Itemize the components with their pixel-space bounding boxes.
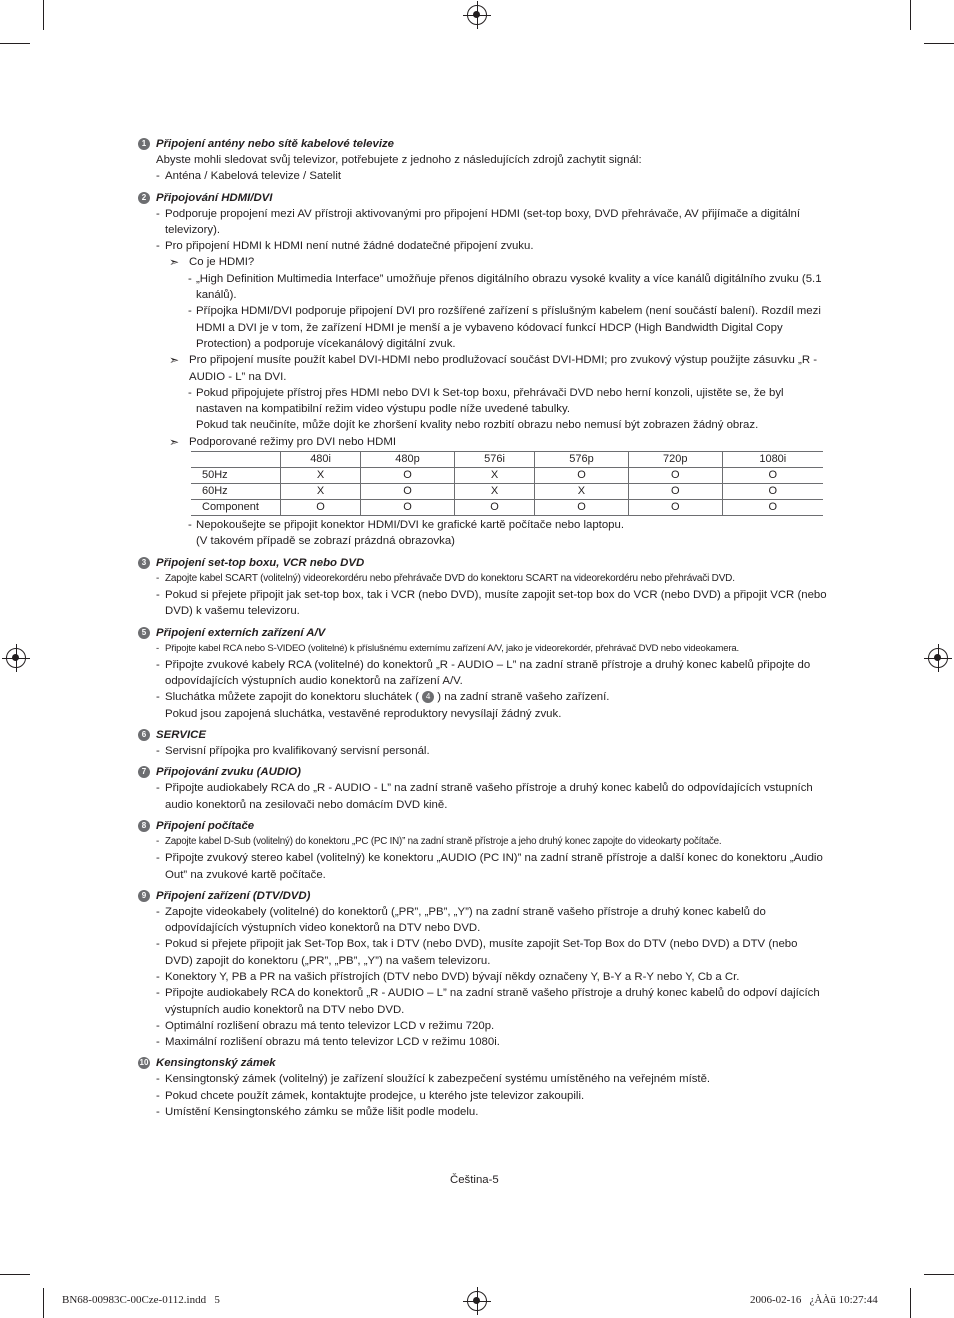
- list-item: - Umístění Kensingtonského zámku se může lišit podle modelu.: [156, 1106, 479, 1119]
- section-title: Připojení počítače: [156, 819, 255, 832]
- list-item: - Servisní přípojka pro kvalifikovaný servisní personál.: [156, 745, 430, 758]
- list-item: - Připojte kabel RCA nebo S-VIDEO (volitelné) k příslušnému externímu zařízení A/V, jako je videorekordér, přehrávač DVD nebo videokamera.: [156, 642, 739, 654]
- section-title: Připojení externích zařízení A/V: [156, 626, 326, 639]
- crop-mark: [0, 1274, 30, 1275]
- crop-mark: [924, 43, 954, 44]
- section-title: Připojení antény nebo sítě kabelové televize: [156, 138, 395, 150]
- section-pc: [138, 818, 828, 883]
- section-service: [138, 727, 828, 759]
- list-item: - Sluchátka můžete zapojit do konektoru sluchátek ( 4 ) na zadní straně vašeho zařízení. Pokud jsou zapojená sluchátka, vestavěné reproduktory nevysílají žádný zvuk.: [156, 691, 610, 720]
- section-number-badge: 9: [138, 890, 150, 902]
- section-title: SERVICE: [156, 729, 207, 742]
- list-item: - Podporuje propojení mezi AV přístroji aktivovanými pro připojení HDMI (set-top boxy, DVD přehrávače, AV přijímače a digitální televizory).: [156, 207, 800, 236]
- section-number-badge: 8: [138, 820, 150, 832]
- sub-item: - Pokud připojujete přístroj přes HDMI nebo DVI k Set-top boxu, přehrávači DVD nebo herní konzoli, ujistěte se, že byl nastaven na kompatibilní režim video výstupu podle níže uvedené tabulky.: [188, 386, 784, 416]
- sub-item: - Nepokoušejte se připojit konektor HDMI/DVI ke grafické kartě počítače nebo laptopu.: [188, 519, 625, 532]
- section-number-badge: 3: [138, 557, 150, 569]
- sub-item-continued: (V takovém případě se zobrazí prázdná obrazovka): [196, 535, 455, 548]
- registration-mark-icon: [467, 1291, 487, 1311]
- section-title: Připojení zařízení (DTV/DVD): [156, 889, 311, 902]
- crop-mark: [924, 1274, 954, 1275]
- manual-content: [138, 136, 828, 1120]
- list-item: - Zapojte videokabely (volitelné) do konektorů („PR”, „PB”, „Y”) na zadní straně vašeho přístroje a druhý konec kabelů do odpovídajících výstupních video konektorů na DTV nebo DVD.: [156, 905, 766, 935]
- sub-item: - „High Definition Multimedia Interface” umožňuje přenos digitálního obrazu vysoké kvality a více kanálů digitálního zvuku (5.1 kanálů).: [188, 272, 822, 302]
- sub-item-continued: Pokud tak neučiníte, může dojít ke zhoršení kvality nebo rozbití obrazu nebo nemusí být zobrazen žádný obraz.: [196, 419, 759, 432]
- section-number-badge: 1: [138, 138, 150, 150]
- registration-mark-icon: [6, 648, 26, 668]
- crop-mark: [0, 43, 30, 44]
- section-external-av: [138, 625, 828, 722]
- section-title: Připojení set-top boxu, VCR nebo DVD: [156, 556, 365, 569]
- section-number-badge: 2: [138, 192, 150, 204]
- registration-mark-icon: [928, 648, 948, 668]
- section-number-badge: 7: [138, 766, 150, 778]
- footer-timestamp: 2006-02-16 ¿ÀÀü 10:27:44: [750, 1294, 878, 1306]
- crop-mark: [43, 0, 44, 30]
- section-intro: Abyste mohli sledovat svůj televizor, potřebujete z jednoho z následujících zdrojů zachytit signál:: [156, 154, 642, 166]
- list-item: - Pokud si přejete připojit jak Set-Top Box, tak i DTV (nebo DVD), musíte zapojit Set-Top Box do DTV (nebo DVD) a DTV (nebo DVD) zapojit do konektoru („PR”, „PB”, „Y”) na vašem televizoru.: [156, 938, 798, 967]
- list-item: - Pokud chcete použít zámek, kontaktujte prodejce, u kterého jste televizor zakoupili.: [156, 1089, 585, 1102]
- headphone-jack-number-icon: 4: [422, 691, 434, 703]
- table-row: Component O O O O O O: [191, 500, 823, 516]
- list-item: - Připojte zvukové kabely RCA (volitelné) do konektorů „R - AUDIO – L” na zadní straně přístroje a druhý konec kabelů připojte do odpovídajících výstupních audio konektorů na zařízení A/V.: [156, 658, 811, 688]
- crop-mark: [910, 1288, 911, 1318]
- section-antenna: [138, 136, 828, 185]
- section-title: Připojování HDMI/DVI: [156, 191, 273, 204]
- section-audio: [138, 764, 828, 813]
- list-item: - Anténa / Kabelová televize / Satelit: [156, 170, 342, 183]
- table-row: 50Hz X O X O O O: [191, 468, 823, 484]
- section-number-badge: 6: [138, 729, 150, 741]
- section-hdmi-dvi: [138, 190, 828, 550]
- table-header-row: 480i 480p 576i 576p 720p 1080i: [191, 452, 823, 468]
- note-item: ➣ Co je HDMI?: [169, 255, 255, 270]
- footer-file-info: BN68-00983C-00Cze-0112.indd 5: [62, 1294, 220, 1306]
- list-item: - Připojte audiokabely RCA do konektorů „R - AUDIO – L” na zadní straně vašeho přístroje a druhý konec kabelů do odpoví dajících výstupních audio konektorů na DTV nebo DVD.: [156, 987, 820, 1016]
- list-item: - Maximální rozlišení obrazu má tento televizor LCD v režimu 1080i.: [156, 1036, 500, 1049]
- sub-item: - Přípojka HDMI/DVI podporuje připojení DVI pro rozšířené zařízení s příslušným kabelem (není součástí balení). Rozdíl mezi HDMI a DVI je v tom, že zařízení HDMI je menší a je vybaveno kódovací funkcí HDCP (High Bandwidth Digital Copy Protection) a podporuje vícekanálový digitální zvuk.: [188, 305, 821, 350]
- list-item: - Pro připojení HDMI k HDMI není nutné žádné dodatečné připojení zvuku.: [156, 240, 534, 253]
- list-item: - Připojte zvukový stereo kabel (volitelný) ke konektoru „AUDIO (PC IN)” na zadní straně přístroje a další konec do konektoru „Audio Out” na zvukové kartě počítače.: [156, 852, 823, 881]
- arrow-icon: ➣: [169, 255, 180, 270]
- section-title: Kensingtonský zámek: [156, 1057, 276, 1070]
- list-item: - Zapojte kabel SCART (volitelný) videorekordéru nebo přehrávače DVD do konektoru SCART na videorekordéru nebo přehrávači DVD.: [156, 572, 735, 584]
- supported-modes-table: [191, 451, 823, 516]
- registration-mark-icon: [467, 5, 487, 25]
- crop-mark: [43, 1288, 44, 1318]
- note-item: ➣ Pro připojení musíte použít kabel DVI-HDMI nebo prodlužovací součást DVI-HDMI; pro zvukový výstup použijte zásuvku „R - AUDIO - L” na DVI.: [169, 353, 818, 383]
- section-dtv-dvd: [138, 888, 828, 1051]
- note-item: ➣ Podporované režimy pro DVI nebo HDMI: [169, 434, 397, 449]
- list-item: - Připojte audiokabely RCA do „R - AUDIO - L” na zadní straně vašeho přístroje a druhý konec kabelů do odpovídajících vstupních audio konektorů na zesilovači nebo domácím DVD kině.: [156, 782, 813, 811]
- section-kensington: [138, 1055, 828, 1120]
- section-title: Připojování zvuku (AUDIO): [156, 766, 301, 779]
- list-item: - Optimální rozlišení obrazu má tento televizor LCD v režimu 720p.: [156, 1019, 495, 1032]
- page-number: Čeština-5: [450, 1174, 499, 1186]
- list-item: - Pokud si přejete připojit jak set-top box, tak i VCR (nebo DVD), musíte zapojit set-top box do VCR (nebo DVD) a připojit VCR (nebo DVD) k vašemu televizoru.: [156, 588, 827, 618]
- section-settop-vcr-dvd: [138, 555, 828, 620]
- list-item: - Konektory Y, PB a PR na vašich přístrojích (DTV nebo DVD) bývají někdy označeny Y, B-Y a R-Y nebo Y, Cb a Cr.: [156, 970, 740, 983]
- crop-mark: [910, 0, 911, 30]
- arrow-icon: ➣: [169, 434, 180, 449]
- list-item: - Kensingtonský zámek (volitelný) je zařízení sloužící k zabezpečení systému umístěného na veřejném místě.: [156, 1073, 711, 1086]
- table-row: 60Hz X O X X O O: [191, 484, 823, 500]
- list-item: - Zapojte kabel D-Sub (volitelný) do konektoru „PC (PC IN)” na zadní straně přístroje a jeho druhý konec zapojte do videokarty počítače.: [156, 835, 722, 847]
- arrow-icon: ➣: [169, 353, 180, 368]
- section-number-badge: 5: [138, 627, 150, 639]
- section-number-badge: 10: [139, 1058, 149, 1068]
